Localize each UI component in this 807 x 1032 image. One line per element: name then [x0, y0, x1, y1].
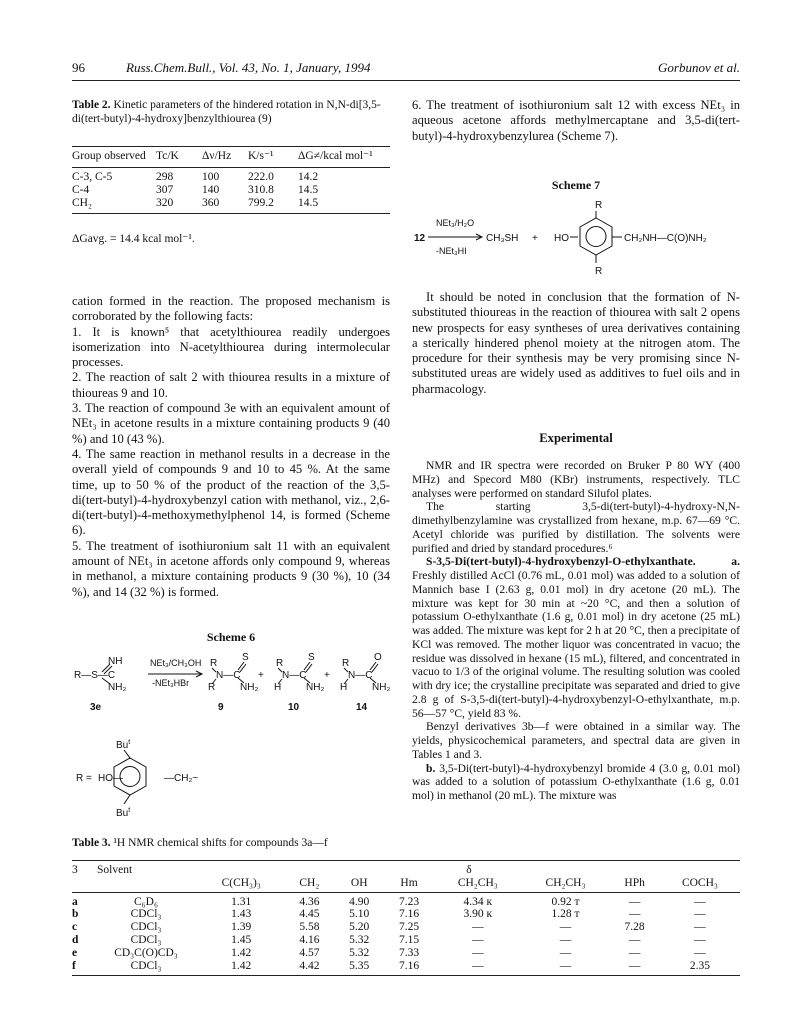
bond [372, 664, 378, 672]
table-cell: C-4 [72, 184, 90, 196]
table-cell: 222.0 [248, 171, 274, 183]
scheme6-text: + [324, 670, 330, 681]
table2 [72, 146, 390, 214]
table-cell: 5.32 [349, 933, 370, 946]
table-cell: — [694, 908, 706, 921]
table-cell: 5.20 [349, 921, 370, 934]
table3-delta-header: δ [466, 864, 472, 876]
table-cell: 5.32 [349, 946, 370, 959]
table-cell: CH₂ [72, 197, 92, 209]
table3-header: C(CH₃)₃ [221, 876, 261, 889]
table-cell: 1.39 [231, 921, 252, 934]
table-cell: 1.43 [231, 908, 252, 921]
table3-header: HPh [624, 876, 645, 889]
table-row [72, 892, 740, 908]
left-column-text [72, 294, 390, 600]
scheme6-reagent: -NEt₃HBr [152, 678, 190, 688]
experimental-text [412, 459, 740, 803]
table-cell: 4.45 [299, 908, 320, 921]
right-text-mid: It should be noted in conclusion that the formation of N-substituted thioureas in the reaction of thiourea with salt 2 opens new prospects for easy syntheses of urea derivatives containing a sterically hindered phenol moiety at the nitrogen atom. The procedure for their synthesis may be very promising since N-substituted ureas are widely used as additives to fuel oils and in pharmacology. [412, 290, 740, 396]
table-cell: — [559, 933, 572, 946]
scheme7-plus: + [532, 233, 538, 244]
table2-header: ΔG≠/kcal mol⁻¹ [298, 150, 373, 162]
scheme6-text: R—S—C [74, 670, 116, 681]
table-cell: C-3, C-5 [72, 171, 113, 183]
table-cell: c [72, 921, 78, 934]
bond [124, 795, 130, 804]
bond [370, 662, 376, 670]
scheme6-text: O [374, 652, 382, 663]
table2-footnote: ΔGavg. = 14.4 kcal mol⁻¹. [72, 233, 195, 245]
table-row [72, 197, 390, 213]
scheme6-text: R [208, 682, 216, 693]
table-cell: b [72, 908, 79, 921]
table-cell: 307 [156, 184, 174, 196]
table-cell: C₆D₆ [134, 895, 158, 908]
benzene-ring [120, 767, 140, 787]
scheme6-label: 14 [356, 702, 368, 713]
table-cell: 4.34 к [463, 895, 493, 908]
table-cell: — [694, 933, 706, 946]
scheme6-label: 3e [90, 702, 102, 713]
table3 [72, 860, 740, 976]
scheme6-text: R [342, 658, 350, 669]
scheme6-text: N—C [216, 670, 241, 681]
table-cell: — [628, 946, 641, 959]
table-cell: 0.92 т [551, 895, 580, 908]
table2-header: K/s⁻¹ [248, 150, 274, 162]
table-cell: 298 [156, 171, 174, 183]
paragraph: 2. The reaction of salt 2 with thiourea results in a mixture of thioureas 9 and 10. [72, 370, 390, 400]
table-cell: CDCl₃ [130, 921, 162, 934]
running-header [72, 60, 740, 81]
scheme6-label: 9 [218, 702, 224, 713]
scheme6-text: R [276, 658, 284, 669]
table-cell: — [694, 946, 706, 959]
scheme7-r: R [595, 266, 603, 277]
table3-header: Hm [400, 876, 418, 889]
table-cell: 1.42 [231, 946, 252, 959]
scheme7-chain: CH₂NH—C(O)NH₂ [624, 233, 707, 244]
table-cell: 14.5 [298, 184, 319, 196]
paragraph: 1. It is known⁵ that acetylthiourea readily undergoes isomerization into N-acetylthiourea during intermolecular processes. [72, 324, 390, 370]
table2-grid [72, 147, 390, 213]
table2-header: Group observed [72, 150, 146, 162]
scheme6-text: S [308, 652, 315, 663]
scheme6-text: H [340, 682, 348, 693]
table-cell: 7.28 [624, 921, 645, 934]
table-cell: 4.16 [299, 933, 320, 946]
table-cell: 4.42 [299, 959, 320, 972]
table2-header-row [72, 147, 390, 168]
table-cell: 3.90 к [463, 908, 493, 921]
scheme6-ch2: —CH₂~ [164, 773, 199, 784]
table-cell: — [472, 921, 484, 934]
scheme6-text: R [210, 658, 218, 669]
table-cell: 1.42 [231, 959, 252, 972]
table-cell: — [472, 959, 484, 972]
table3-header: CH₂CH₃ [545, 876, 586, 889]
table-cell: — [628, 908, 641, 921]
table-cell: a [72, 895, 78, 908]
table-cell: — [472, 946, 484, 959]
table-cell: 7.15 [398, 933, 420, 946]
scheme6-text: S [242, 652, 249, 663]
table-cell: 310.8 [248, 184, 274, 196]
bond [238, 662, 244, 670]
table-cell: 360 [202, 197, 220, 209]
table2-header: Tc/K [156, 150, 179, 162]
table-cell: — [559, 959, 572, 972]
paragraph: cation formed in the reaction. The proposed mechanism is corroborated by the following facts: [72, 294, 390, 324]
table-cell: CDCl₃ [130, 908, 162, 921]
scheme6-label: 10 [288, 702, 300, 713]
bond [124, 750, 130, 758]
table3-header: CH₂CH₃ [457, 876, 498, 889]
benzene-ring [586, 227, 606, 247]
paragraph: 5. The treatment of isothiuronium salt 11 with an equivalent amount of NEt₃ in acetone affords only compound 9, whereas in methanol, a mixture containing products 9 (30 %), 10 (34 %), and 14 (32 %) is formed. [72, 538, 390, 599]
bond [304, 662, 310, 670]
table-cell: 140 [202, 184, 220, 196]
table3-header: COCH₃ [681, 876, 718, 889]
bond [240, 664, 246, 672]
table-cell: CDCl₃ [130, 933, 162, 946]
page-number: 96 [72, 60, 85, 75]
table-cell: f [72, 959, 76, 972]
journal-citation: Russ.Chem.Bull., Vol. 43, No. 1, January, 1994 [126, 60, 371, 75]
scheme7-diagram [412, 196, 742, 278]
benzene-ring [580, 218, 612, 255]
table-cell: 1.45 [231, 933, 252, 946]
scheme7-start: 12 [414, 233, 426, 244]
scheme6-title: Scheme 6 [206, 630, 256, 644]
experimental-paragraph: NMR and IR spectra were recorded on Bruker P 80 WY (400 MHz) and Specord M80 (KBr) instruments, respectively. TLC analyses were performed on standard Silufol plates. [412, 459, 740, 500]
scheme7-title: Scheme 7 [551, 178, 601, 192]
table-row [72, 168, 390, 185]
table-cell: 4.36 [299, 895, 320, 908]
scheme6-ho: HO— [98, 773, 123, 784]
table2-caption: Table 2. Kinetic parameters of the hindered rotation in N,N-di[3,5-di(tert-butyl)-4-hydroxy]benzylthiourea (9) [72, 99, 381, 125]
table-cell: CD₃C(O)CD₃ [114, 946, 178, 959]
scheme6-text: N—C [348, 670, 373, 681]
experimental-paragraph: The starting 3,5-di(tert-butyl)-4-hydroxy-N,N-dimethylbenzylamine was crystallized from hexane, m.p. 67—69 °C. Acetyl chloride was purified by distillation. The solvents were purified and dried by standard procedures.⁶ [412, 500, 740, 555]
table-cell: — [628, 933, 641, 946]
table3-header: OH [350, 876, 368, 889]
scheme7-ho: HO [554, 233, 569, 244]
table3-header: CH₂ [299, 876, 320, 889]
table-cell: — [694, 921, 706, 934]
right-text-top: 6. The treatment of isothiuronium salt 12 with excess NEt₃ in aqueous acetone affords methylmercaptane and 3,5-di(tert-butyl)-4-hydroxybenzylurea (Scheme 7). [412, 98, 740, 143]
table-row [72, 921, 740, 934]
table-row [72, 960, 740, 976]
table-cell: 14.5 [298, 197, 319, 209]
table-cell: 1.28 т [551, 908, 580, 921]
table-cell: 799.2 [248, 197, 274, 209]
paragraph: 3. The reaction of compound 3e with an equivalent amount of NEt₃ in acetone results in a mixture containing products 9 (40 %) and 10 (43 %). [72, 401, 390, 446]
experimental-paragraph: Benzyl derivatives 3b—f were obtained in a similar way. The yields, physicochemical parameters, and spectral data are given in Tables 1 and 3. [412, 720, 740, 761]
table-cell: 5.58 [299, 921, 320, 934]
table3-solvent-header: Solvent [97, 864, 133, 876]
table3-header-row [72, 861, 740, 877]
scheme6-text: NH₂ [372, 682, 391, 693]
table-cell: — [472, 933, 484, 946]
scheme7-product: CH₃SH [486, 233, 519, 244]
table-cell: — [628, 895, 641, 908]
table-cell: 320 [156, 197, 174, 209]
scheme6-text: NH₂ [306, 682, 325, 693]
author-line: Gorbunov et al. [658, 60, 740, 75]
scheme6-text: NH₂ [108, 682, 127, 693]
table-cell: — [559, 921, 572, 934]
table-row [72, 947, 740, 960]
table-cell: 5.10 [349, 908, 370, 921]
scheme6-text: + [258, 670, 264, 681]
scheme7-r: R [595, 200, 603, 211]
table3-caption: Table 3. ¹H NMR chemical shifts for compounds 3a—f [72, 837, 328, 849]
table-cell: d [72, 933, 79, 946]
experimental-paragraph: S-3,5-Di(tert-butyl)-4-hydroxybenzyl-O-ethylxanthate. a. Freshly distilled AcCl (0.76 mL, 0.01 mol) was added to a solution of Mannich base I (2.63 g, 0.01 mol) in dry acetone (20 mL). The mixture was kept for 30 min at ~20 °C, and then a solution of potassium O-ethylxanthate (1.6 g, 0.01 mol) in dry acetone (25 mL) was added. The mixture was kept for 2 h at 20 °C, then a precipitate of KCl was removed. The mother liquor was concentrated in vacuo; the residue was dissolved in hexane (15 mL), filtered, and concentrated in vacuo to 1/3 of the original volume. The resulting solution was cooled with dry ice; the crystalline precipitate was separated and dried to give 2.8 g of S-3,5-di(tert-butyl)-4-hydroxybenzyl-O-ethylxanthate, m.p. 56—57 °C, yield 83 %. [412, 555, 740, 720]
table-cell: 4.57 [299, 946, 320, 959]
scheme6-text: NH₂ [240, 682, 259, 693]
table-cell: 7.25 [398, 921, 420, 934]
table-row [72, 184, 390, 197]
scheme6-but: Bu$^t$ [116, 807, 131, 819]
table-cell: — [628, 959, 641, 972]
experimental-paragraph: b. 3,5-Di(tert-butyl)-4-hydroxybenzyl bromide 4 (3.0 g, 0.01 mol) was added to a solution of potassium O-ethylxanthate (1.6 g, 0.01 mol) in methanol (20 mL). The mixture was [412, 761, 740, 802]
table-cell: 7.16 [398, 908, 420, 921]
scheme6-reagent: NEt₃/CH₃OH [150, 658, 202, 668]
table-cell: 4.90 [349, 895, 370, 908]
table-cell: — [559, 946, 572, 959]
table-cell: 1.31 [231, 895, 252, 908]
table-cell: 14.2 [298, 171, 319, 183]
scheme6-diagram [72, 648, 394, 820]
table-cell: 5.35 [349, 959, 370, 972]
table2-header: Δν/Hz [202, 150, 232, 162]
table-cell: 7.16 [398, 959, 420, 972]
table-row [72, 908, 740, 921]
table-row [72, 934, 740, 947]
scheme6-text: N—C [282, 670, 307, 681]
scheme7-reagent: NEt₃/H₂O [436, 218, 475, 228]
table-cell: 2.35 [689, 959, 710, 972]
scheme6-text: H [274, 682, 282, 693]
table-cell: — [694, 895, 706, 908]
table-cell: CDCl₃ [130, 959, 162, 972]
scheme6-text: NH [108, 656, 123, 667]
bond [306, 664, 312, 672]
paragraph: 4. The same reaction in methanol results in a decrease in the overall yield of compounds 9 and 10 to 45 %. At the same time, up to 50 % of the product of the reaction of the 3,5-di(tert-butyl)-4-hydroxybenzyl cation with methanol, viz., 2,6-di(tert-butyl)-4-methoxymethylphenol 14, is formed (Scheme 6). [72, 446, 390, 538]
table3-col-label: 3 [72, 864, 78, 876]
experimental-heading: Experimental [539, 431, 613, 445]
table-cell: 100 [202, 171, 220, 183]
scheme6-rdef: R = [76, 773, 92, 784]
table3-grid [72, 861, 740, 975]
table-cell: 7.23 [398, 895, 420, 908]
scheme7-reagent: -NEt₃HI [436, 246, 467, 256]
scheme6-but: Bu$^t$ [116, 739, 131, 751]
table-cell: 7.33 [398, 946, 420, 959]
table-cell: e [72, 946, 78, 959]
